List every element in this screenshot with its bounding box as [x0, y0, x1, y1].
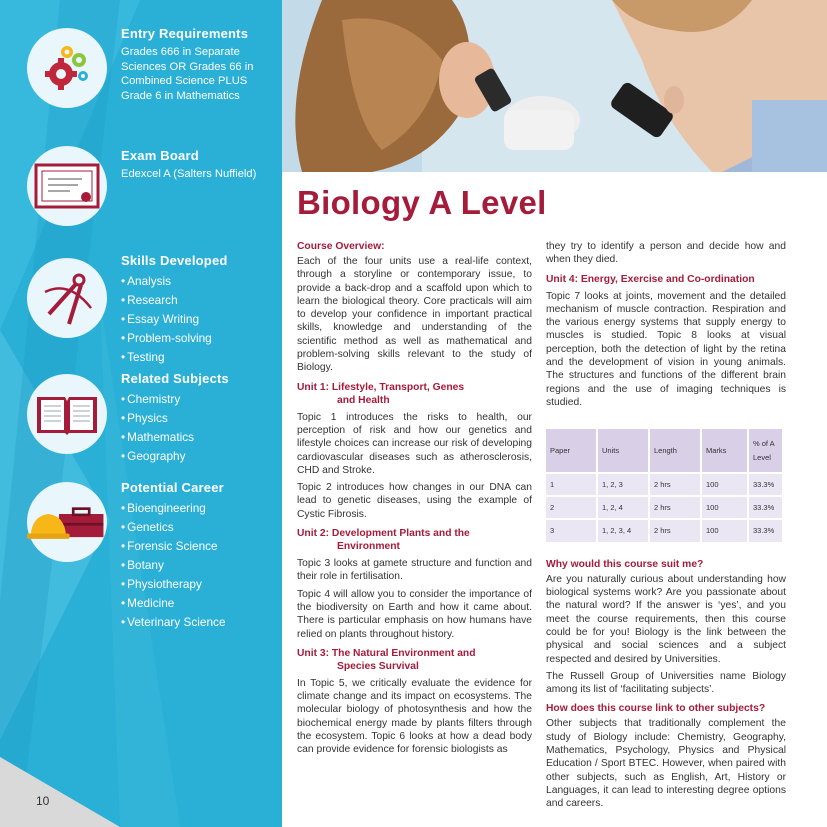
list-item: • Research: [121, 291, 271, 310]
table-cell: 1, 2, 3: [598, 474, 648, 495]
list-item: • Geography: [121, 447, 271, 466]
exam-board-text: Edexcel A (Salters Nuffield): [121, 168, 257, 180]
hardhat-toolbox-icon: [27, 482, 107, 562]
course-overview-heading: Course Overview:: [297, 241, 385, 252]
table-cell: 3: [546, 520, 596, 541]
table-cell: 1: [546, 474, 596, 495]
exam-board-heading: Exam Board: [121, 148, 199, 163]
unit1-heading-line1: Unit 1: Lifestyle, Transport, Genes: [297, 381, 465, 393]
list-item: • Bioengineering: [121, 499, 271, 518]
link-paragraph-1: Other subjects that traditionally complement the study of Biology include: Chemistry, Geography, Mathematics, Psychology, Physics and Physical Education / Sport BTEC. However, when paired with other subjects, such as English, Art, History or Languages, it can lead to interesting degree options and careers.: [546, 718, 786, 810]
table-cell: 100: [702, 474, 747, 495]
unit3-heading: [297, 647, 532, 673]
list-item: • Chemistry: [121, 390, 271, 409]
unit3-paragraph-1: In Topic 5, we critically evaluate the evidence for climate change and its impact on ecosystems. The molecular biology of photosynthesis and how the biochemical energy made by plants filters through the ecosystem. Topic 6 looks at how a dead body can provide evidence for forensic biologists as: [297, 677, 532, 756]
course-overview-text: Each of the four units use a real-life context, through a storyline or contemporary issue, to provide a back-drop and a scaffold upon which to learn the biological theory. Core practicals will aim to develop your confidence in important practical skills, knowledge and understanding of the scientific method as well as mathematical and problem-solving skills relevant to the study of Biology.: [297, 256, 532, 374]
related-subjects-heading: Related Subjects: [121, 371, 229, 386]
unit2-paragraph-1: Topic 3 looks at gamete structure and function and their role in fertilisation.: [297, 558, 532, 583]
table-row: [546, 474, 782, 495]
list-item: • Forensic Science: [121, 537, 271, 556]
list-item: • Veterinary Science: [121, 613, 271, 632]
table-cell: 33.3%: [749, 497, 782, 518]
gears-icon: [27, 28, 107, 108]
table-header-cell: Marks: [702, 429, 747, 472]
compass-icon: [27, 258, 107, 338]
page-number: 10: [36, 794, 50, 808]
potential-career-section: [121, 480, 271, 632]
unit2-heading-line1: Unit 2: Development Plants and the: [297, 528, 470, 540]
unit2-heading-line2: Environment: [337, 541, 400, 553]
unit1-heading-line2: and Health: [337, 394, 390, 406]
entry-requirements-section: [121, 26, 271, 103]
related-subjects-list: [121, 390, 271, 466]
list-item: • Problem-solving: [121, 329, 271, 348]
skills-list: [121, 272, 271, 367]
career-list: [121, 499, 271, 632]
table-cell: 2 hrs: [650, 520, 700, 541]
left-text-column: [297, 240, 532, 757]
list-item: • Essay Writing: [121, 310, 271, 329]
page-title: Biology A Level: [297, 184, 547, 221]
potential-career-heading: Potential Career: [121, 480, 224, 495]
unit1-paragraph-2: Topic 2 introduces how changes in our DNA can lead to genetic diseases, using the example of Cystic Fibrosis.: [297, 482, 532, 520]
exam-board-section: [121, 148, 271, 182]
list-item: • Genetics: [121, 518, 271, 537]
list-item: • Physiotherapy: [121, 575, 271, 594]
suit-heading: Why would this course suit me?: [546, 558, 704, 570]
suit-paragraph-2: The Russell Group of Universities name Biology among its list of ‘facilitating subjects’.: [546, 670, 786, 696]
suit-paragraph-1: Are you naturally curious about understanding how biological systems work? Are you passionate about the natural word? If the answer is ‘yes’, and you meet the course requirements, then this course could be for you! Biology is the link between the physical and social sciences and a subject respected and desired by Universities.: [546, 573, 786, 665]
list-item: • Physics: [121, 409, 271, 428]
unit4-paragraph-1: Topic 7 looks at joints, movement and the detailed mechanism of muscle contraction. Respiration and the various energy systems that supply energy to muscles is studied. Topic 8 looks at visual perception, both the detection of light by the retina and the development of vision in young animals. The structures and functions of the different brain regions and the use of imaging techniques is studied.: [546, 290, 786, 408]
unit3-heading-line1: Unit 3: The Natural Environment and: [297, 647, 476, 659]
table-cell: 1, 2, 3, 4: [598, 520, 648, 541]
related-subjects-section: [121, 371, 271, 466]
unit1-paragraph-1: Topic 1 introduces the risks to health, our perception of risk and how our genetics and lifestyle choices can increase our risk of developing cardiovascular diseases such as atherosclerosis, CHD and Stroke.: [297, 411, 532, 476]
table-header-cell: % of A Level: [749, 429, 782, 472]
unit3-heading-line2: Species Survival: [337, 660, 419, 672]
page-corner: [0, 757, 120, 827]
table-header-cell: Paper: [546, 429, 596, 472]
unit4-heading: Unit 4: Energy, Exercise and Co-ordination: [546, 273, 755, 285]
unit2-paragraph-2: Topic 4 will allow you to consider the importance of the biodiversity on Earth and how it came about. There is particular emphasis on how humans have relied on plants throughout history.: [297, 588, 532, 640]
unit1-heading: [297, 381, 532, 407]
table-header-row: [546, 429, 782, 472]
entry-requirements-heading: Entry Requirements: [121, 26, 249, 41]
assessment-table: [544, 427, 784, 543]
table-cell: 100: [702, 520, 747, 541]
entry-requirements-text: Grades 666 in Separate Sciences OR Grades 66 in Combined Science PLUS Grade 6 in Mathematics: [121, 46, 254, 102]
table-cell: 33.3%: [749, 474, 782, 495]
list-item: • Testing: [121, 348, 271, 367]
hero-photo: [282, 0, 827, 172]
table-cell: 2 hrs: [650, 474, 700, 495]
table-header-cell: Length: [650, 429, 700, 472]
unit3-paragraph-continued: they try to identify a person and decide how and when they died.: [546, 241, 786, 266]
table-cell: 33.3%: [749, 520, 782, 541]
skills-heading: Skills Developed: [121, 253, 228, 268]
table-cell: 2: [546, 497, 596, 518]
list-item: • Botany: [121, 556, 271, 575]
book-icon: [27, 374, 107, 454]
list-item: • Analysis: [121, 272, 271, 291]
right-text-column: [546, 240, 786, 811]
certificate-icon: [27, 146, 107, 226]
skills-section: [121, 253, 271, 367]
table-cell: 2 hrs: [650, 497, 700, 518]
table-row: [546, 497, 782, 518]
list-item: • Mathematics: [121, 428, 271, 447]
unit2-heading: [297, 527, 532, 553]
sidebar: [0, 0, 282, 827]
link-heading: How does this course link to other subjects?: [546, 703, 766, 715]
table-row: [546, 520, 782, 541]
microscope-students-image: [282, 0, 827, 172]
table-cell: 100: [702, 497, 747, 518]
list-item: • Medicine: [121, 594, 271, 613]
table-header-cell: Units: [598, 429, 648, 472]
table-cell: 1, 2, 4: [598, 497, 648, 518]
